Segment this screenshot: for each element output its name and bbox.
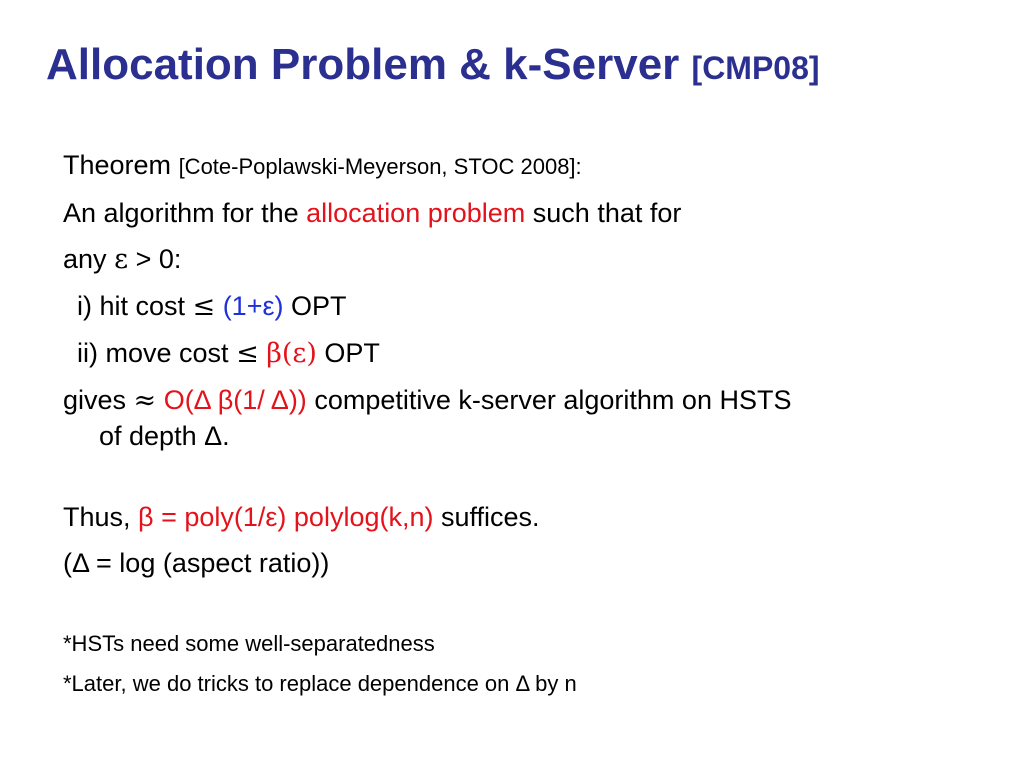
any-text: any [63,244,107,274]
leq-symbol: ≤ [192,291,216,322]
theorem-word: Theorem [63,150,172,180]
hit-opt: OPT [291,291,347,321]
gives-text-b: competitive k-server algorithm on HSTS [314,385,792,415]
algorithm-text-a: An algorithm for the [63,198,299,228]
epsilon-line [63,236,1003,283]
move-opt: OPT [324,338,380,368]
move-cost-line [63,330,1003,377]
hit-cost-factor: (1+ε) [222,291,284,321]
slide-body [63,142,1003,704]
greater-zero-text: > 0: [135,244,182,274]
delta-definition [63,540,1003,586]
approx-symbol: ≈ [133,385,157,416]
hit-cost-label: i) hit cost [77,291,186,321]
slide-title [46,40,820,90]
spacer [63,456,1003,494]
note-hst [63,624,1003,664]
algorithm-text-b: such that for [532,198,682,228]
note-later [63,664,1003,704]
delta-text: (Δ = log (aspect ratio)) [63,548,330,578]
move-cost-factor: β(ε) [266,338,317,369]
theorem-citation: [Cote-Poplawski-Meyerson, STOC 2008]: [178,154,582,179]
note-later-text: *Later, we do tricks to replace dependence on Δ by n [63,671,577,696]
depth-text: of depth Δ. [99,421,230,451]
thus-text: Thus, [63,502,131,532]
thus-line [63,494,1003,540]
theorem-line [63,142,1003,190]
title-text: Allocation Problem & k-Server [46,40,680,89]
suffices-text: suffices. [441,502,540,532]
title-citation: [CMP08] [691,50,820,86]
beta-formula: β = poly(1/ε) polylog(k,n) [138,502,434,532]
epsilon-symbol: ε [114,244,129,275]
spacer-2 [63,586,1003,624]
hit-cost-line [63,283,1003,330]
gives-text: gives [63,385,127,415]
note-hst-text: *HSTs need some well-separatedness [63,631,435,656]
algorithm-line [63,190,1003,236]
leq-symbol-2: ≤ [236,338,259,369]
competitive-ratio: O(Δ β(1/ Δ)) [163,385,307,415]
allocation-problem-highlight: allocation problem [306,198,526,228]
move-cost-label: ii) move cost [77,338,229,368]
